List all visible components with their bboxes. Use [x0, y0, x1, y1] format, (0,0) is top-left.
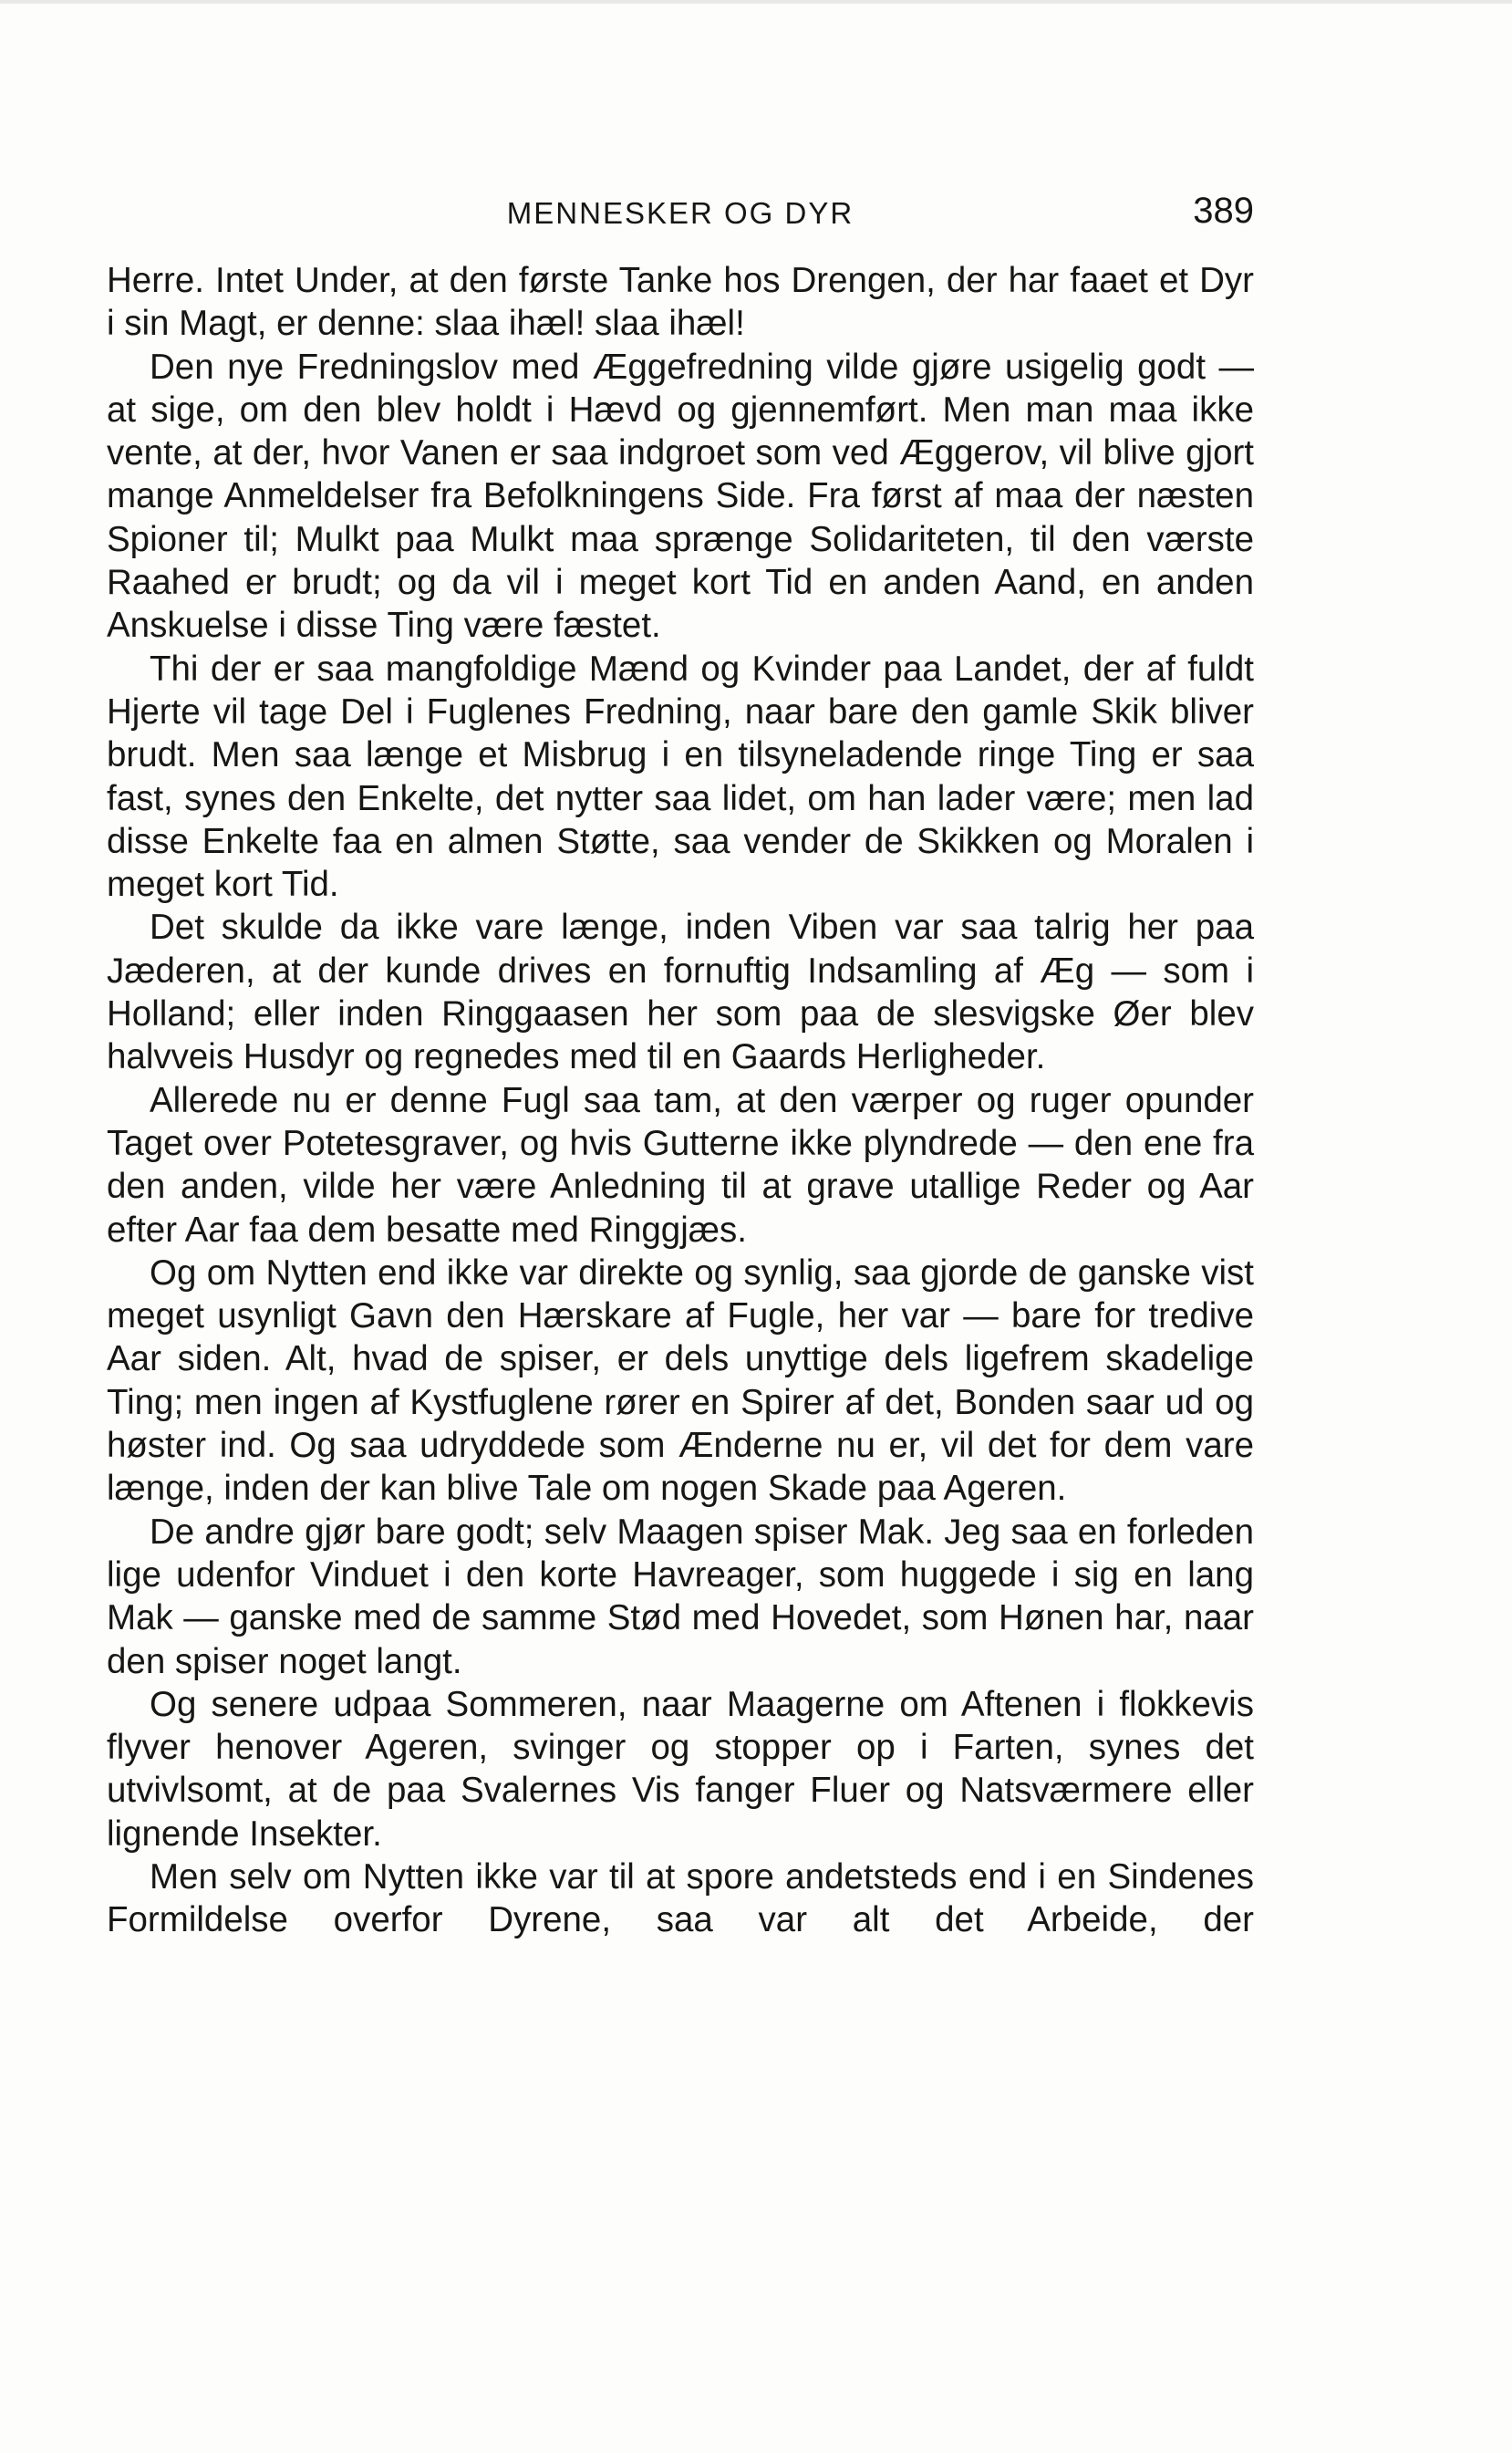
paragraph: De andre gjør bare godt; selv Maagen spiser Mak. Jeg saa en forleden lige udenfor Vinduet i den korte Havreager, som huggede i sig en lang Mak — ganske med de samme Stød med Hovedet, som Hønen har, naar den spiser noget langt. — [107, 1512, 1254, 1681]
running-title: MENNESKER OG DYR — [506, 196, 854, 230]
paragraph: Den nye Fredningslov med Æggefredning vilde gjøre usigelig godt — at sige, om den blev holdt i Hævd og gjennemført. Men man maa ikke vente, at der, hvor Vanen er saa indgroet som ved Æggerov, vil blive gjort mange Anmeldelser fra Befolkningens Side. Fra først af maa der næsten Spioner til; Mulkt paa Mulkt maa sprænge Solidariteten, til den værste Raahed er brudt; og da vil i meget kort Tid en anden Aand, en anden Anskuelse i disse Ting være fæstet. — [107, 347, 1254, 646]
paragraph: Det skulde da ikke vare længe, inden Viben var saa talrig her paa Jæderen, at der kunde drives en fornuftig Indsamling af Æg — som i Holland; eller inden Ringgaasen her som paa de slesvigske Øer blev halvveis Husdyr og regnedes med til en Gaards Herligheder. — [107, 908, 1254, 1077]
page-number: 389 — [1193, 191, 1254, 231]
paragraph: Men selv om Nytten ikke var til at spore andetsteds end i en Sindenes Formildelse overfor Dyrene, saa var alt det Arbeide, der — [107, 1856, 1254, 1940]
book-page — [107, 187, 1254, 1942]
paragraph: Allerede nu er denne Fugl saa tam, at den værper og ruger opunder Taget over Potetesgraver, og hvis Gutterne ikke plyndrede — den ene fra den anden, vilde her være Anledning til at grave utallige Reder og Aar efter Aar faa dem besatte med Ringgjæs. — [107, 1080, 1254, 1250]
body-text — [107, 259, 1254, 1942]
paragraph: Thi der er saa mangfoldige Mænd og Kvinder paa Landet, der af fuldt Hjerte vil tage Del i Fuglenes Fredning, naar bare den gamle Skik bliver brudt. Men saa længe et Misbrug i en tilsyneladende ringe Ting er saa fast, synes den Enkelte, det nytter saa lidet, om han lader være; men lad disse Enkelte faa en almen Støtte, saa vender de Skikken og Moralen i meget kort Tid. — [107, 649, 1254, 905]
paragraph: Og senere udpaa Sommeren, naar Maagerne om Aftenen i flokkevis flyver henover Ageren, svinger og stopper op i Farten, synes det utvivlsomt, at de paa Svalernes Vis fanger Fluer og Natsværmere eller lignende Insekter. — [107, 1684, 1254, 1854]
paragraph: Herre. Intet Under, at den første Tanke hos Drengen, der har faaet et Dyr i sin Magt, er denne: slaa ihæl! slaa ihæl! — [107, 261, 1254, 344]
scan-edge — [0, 0, 1512, 4]
running-head — [107, 187, 1254, 242]
paragraph: Og om Nytten end ikke var direkte og synlig, saa gjorde de ganske vist meget usynligt Gavn den Hærskare af Fugle, her var — bare for tredive Aar siden. Alt, hvad de spiser, er dels unyttige dels ligefrem skadelige Ting; men ingen af Kystfuglene rører en Spirer af det, Bonden saar ud og høster ind. Og saa udryddede som Ænderne nu er, vil det for dem vare længe, inden der kan blive Tale om nogen Skade paa Ageren. — [107, 1252, 1254, 1509]
